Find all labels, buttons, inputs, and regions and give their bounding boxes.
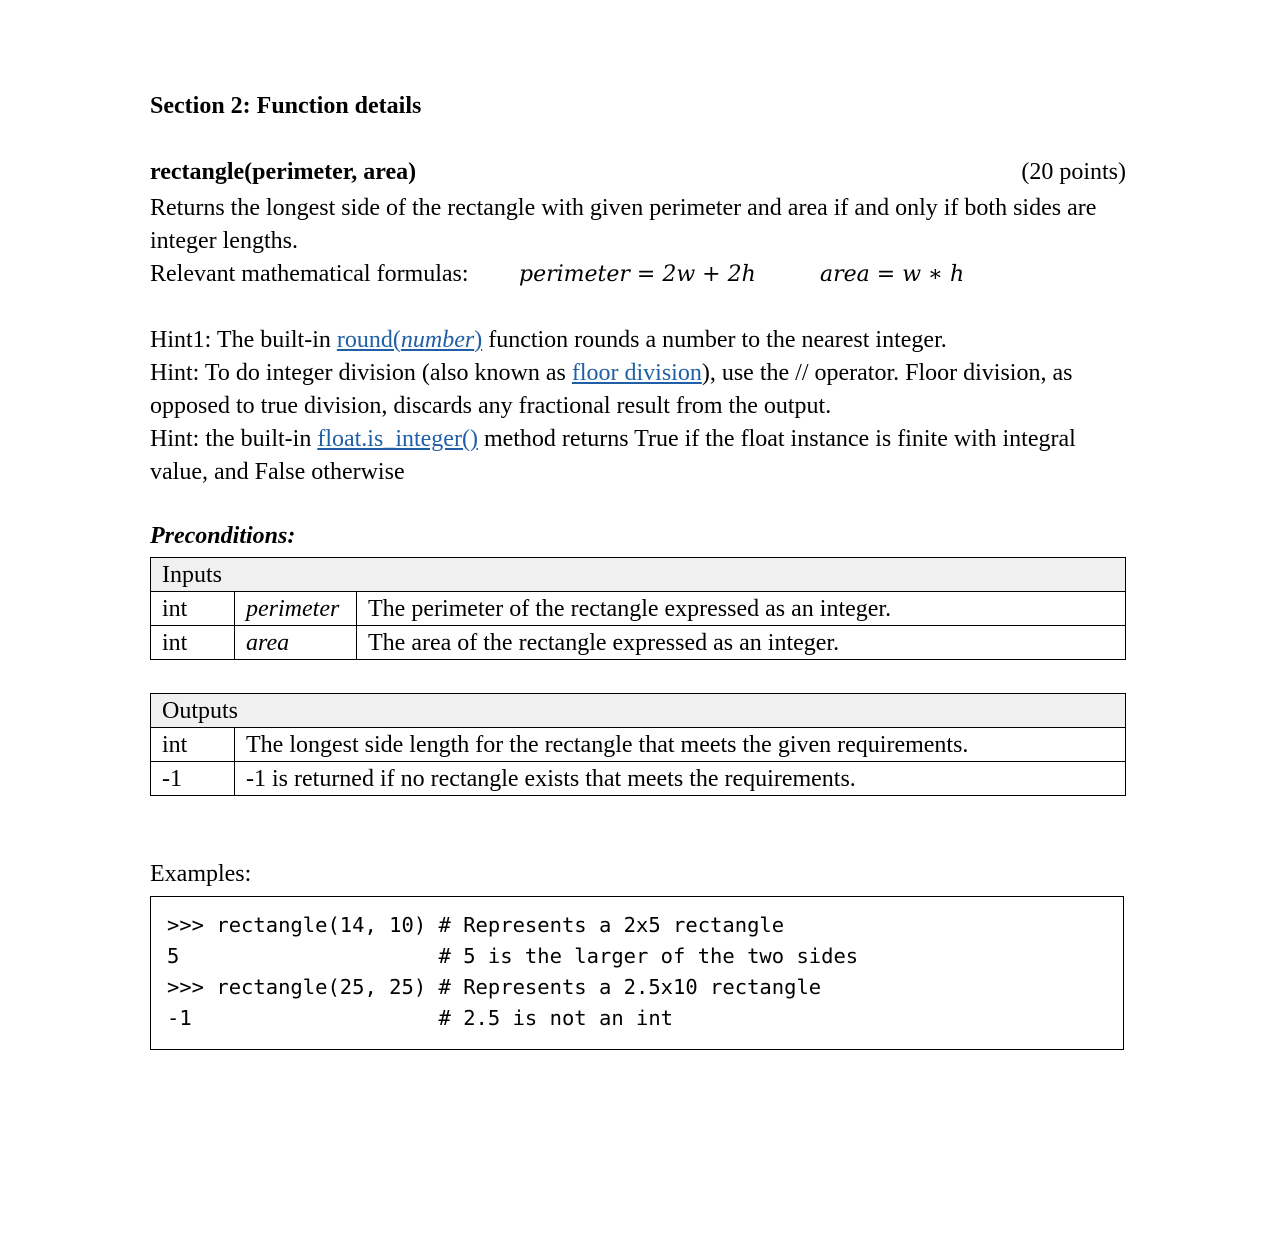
- input-type: int: [151, 592, 235, 626]
- hint-floor-division: Hint: To do integer division (also known as floor division), use the // operator. Floor division, as opposed to true division, discards any fractional result from the output.: [150, 360, 1073, 419]
- code-line: >>> rectangle(25, 25) # Represents a 2.5x10 rectangle: [167, 975, 822, 999]
- function-signature: rectangle(perimeter, area): [150, 159, 417, 185]
- area-formula: area = w ∗ h: [820, 262, 965, 287]
- input-description: The area of the rectangle expressed as an integer.: [357, 626, 1126, 660]
- code-line: -1 # 2.5 is not an int: [167, 1006, 674, 1030]
- round-link[interactable]: round(number): [336, 327, 483, 353]
- code-block: [167, 910, 858, 1034]
- outputs-table: [150, 693, 1126, 796]
- code-line: >>> rectangle(14, 10) # Represents a 2x5 rectangle: [167, 913, 785, 937]
- formulas-row: [150, 258, 1126, 291]
- formulas-label: Relevant mathematical formulas:: [150, 261, 469, 287]
- perimeter-formula: perimeter = 2w + 2h: [519, 262, 756, 287]
- outputs-header: Outputs: [151, 694, 1126, 728]
- is-integer-link[interactable]: float.is_integer(): [317, 426, 478, 452]
- input-type: int: [151, 626, 235, 660]
- floor-division-link[interactable]: floor division: [571, 360, 702, 386]
- hint-round: Hint1: The built-in round(number) function rounds a number to the nearest integer.: [150, 327, 947, 353]
- table-row: [151, 762, 1126, 796]
- output-description: -1 is returned if no rectangle exists that meets the requirements.: [235, 762, 1126, 796]
- function-description: Returns the longest side of the rectangle with given perimeter and area if and only if both sides are integer lengths.: [150, 195, 1097, 254]
- section-title: Section 2: Function details: [150, 93, 422, 119]
- code-line: 5 # 5 is the larger of the two sides: [167, 944, 859, 968]
- output-type: -1: [151, 762, 235, 796]
- hints-block: [150, 324, 1126, 489]
- preconditions-label: Preconditions:: [150, 523, 296, 549]
- input-description: The perimeter of the rectangle expressed as an integer.: [357, 592, 1126, 626]
- output-type: int: [151, 728, 235, 762]
- hint-is-integer: Hint: the built-in float.is_integer() method returns True if the float instance is finite with integral value, and False otherwise: [150, 426, 1076, 485]
- input-name: area: [235, 626, 357, 660]
- inputs-header: Inputs: [151, 558, 1126, 592]
- output-description: The longest side length for the rectangle that meets the given requirements.: [235, 728, 1126, 762]
- examples-code-box: [150, 896, 1124, 1050]
- examples-label: Examples:: [150, 861, 252, 887]
- points-label: (20 points): [1021, 159, 1126, 185]
- inputs-table: [150, 557, 1126, 660]
- table-row: [151, 592, 1126, 626]
- table-row: [151, 626, 1126, 660]
- input-name: perimeter: [235, 592, 357, 626]
- table-row: [151, 728, 1126, 762]
